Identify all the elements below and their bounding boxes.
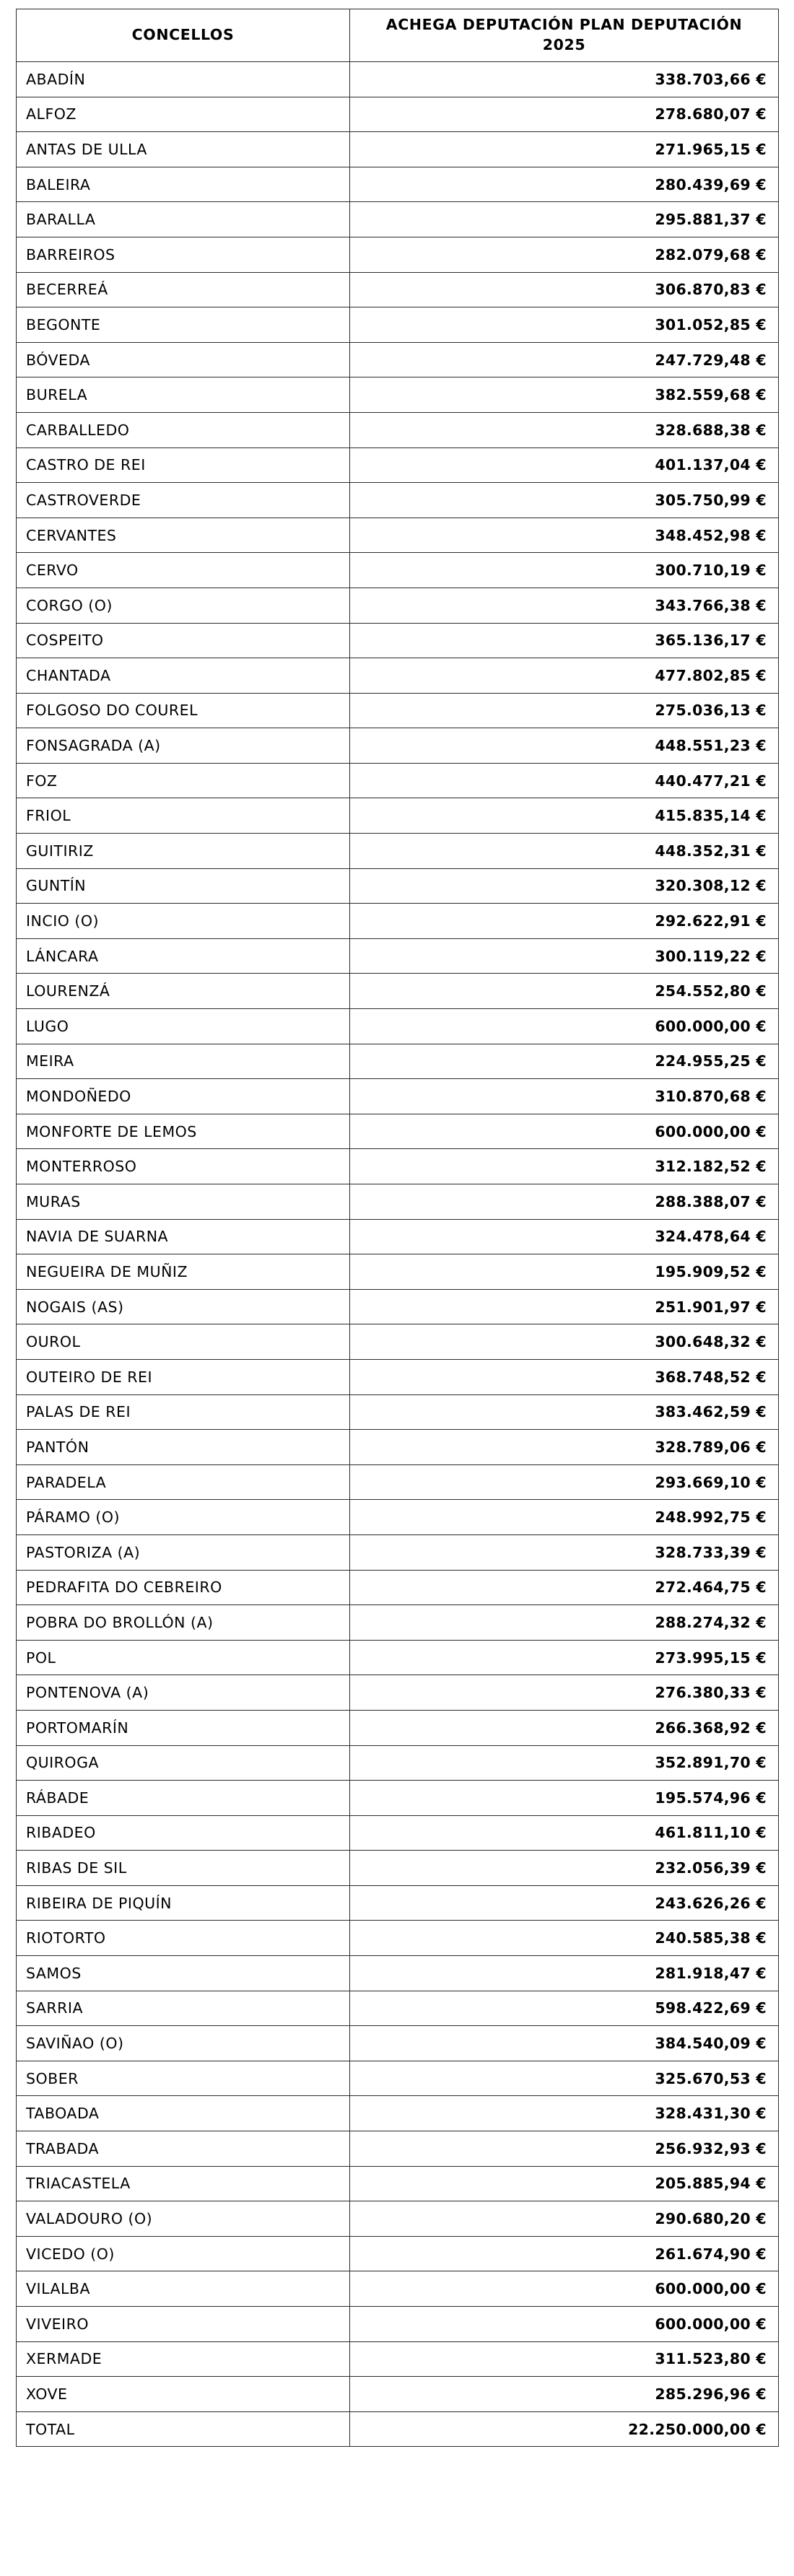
- table-row: [17, 307, 779, 343]
- column-header-achega: [350, 9, 779, 62]
- cell-achega: 382.559,68 €: [350, 377, 779, 413]
- cell-concello: LÁNCARA: [17, 938, 350, 974]
- table-row: [17, 1605, 779, 1641]
- cell-concello: RIOTORTO: [17, 1921, 350, 1956]
- table-row: [17, 763, 779, 798]
- table-row: [17, 2166, 779, 2201]
- cell-achega: 251.901,97 €: [350, 1289, 779, 1324]
- cell-concello: PASTORIZA (A): [17, 1534, 350, 1570]
- cell-achega: 365.136,17 €: [350, 623, 779, 658]
- cell-achega: 240.585,38 €: [350, 1921, 779, 1956]
- table-row: [17, 938, 779, 974]
- cell-concello: PÁRAMO (O): [17, 1500, 350, 1535]
- cell-achega: 271.965,15 €: [350, 132, 779, 167]
- table-row: [17, 1114, 779, 1149]
- cell-achega: 300.648,32 €: [350, 1324, 779, 1360]
- cell-achega: 266.368,92 €: [350, 1710, 779, 1745]
- table-row: [17, 2307, 779, 2342]
- table-row: [17, 693, 779, 728]
- cell-achega: 343.766,38 €: [350, 588, 779, 623]
- table-row: [17, 518, 779, 553]
- cell-concello: LUGO: [17, 1009, 350, 1044]
- cell-concello: LOURENZÁ: [17, 974, 350, 1009]
- table-row: [17, 1430, 779, 1465]
- table-row: [17, 2271, 779, 2307]
- cell-concello: BEGONTE: [17, 307, 350, 343]
- cell-achega: 205.885,94 €: [350, 2166, 779, 2201]
- cell-concello: RIBAS DE SIL: [17, 1851, 350, 1886]
- cell-concello: POL: [17, 1640, 350, 1675]
- cell-achega: 415.835,14 €: [350, 798, 779, 834]
- table-row: [17, 553, 779, 588]
- table-row: [17, 412, 779, 447]
- cell-achega: 261.674,90 €: [350, 2236, 779, 2271]
- cell-concello: PEDRAFITA DO CEBREIRO: [17, 1570, 350, 1605]
- cell-concello: BARREIROS: [17, 237, 350, 272]
- cell-concello: CHANTADA: [17, 658, 350, 694]
- cell-concello: MEIRA: [17, 1044, 350, 1079]
- table-row: [17, 1640, 779, 1675]
- cell-concello: CORGO (O): [17, 588, 350, 623]
- cell-concello: SAMOS: [17, 1956, 350, 1991]
- cell-achega: 224.955,25 €: [350, 1044, 779, 1079]
- column-header-concellos: CONCELLOS: [17, 9, 350, 62]
- cell-concello: CASTROVERDE: [17, 483, 350, 518]
- table-row: [17, 1394, 779, 1430]
- cell-achega: 256.932,93 €: [350, 2131, 779, 2167]
- cell-concello: CERVO: [17, 553, 350, 588]
- cell-concello: BÓVEDA: [17, 342, 350, 377]
- table-row: [17, 2096, 779, 2131]
- cell-achega: 328.733,39 €: [350, 1534, 779, 1570]
- table-row: [17, 62, 779, 97]
- cell-achega: 22.250.000,00 €: [350, 2411, 779, 2447]
- cell-achega: 320.308,12 €: [350, 868, 779, 904]
- cell-achega: 195.909,52 €: [350, 1254, 779, 1290]
- table-row: [17, 588, 779, 623]
- cell-achega: 247.729,48 €: [350, 342, 779, 377]
- table-row: [17, 1534, 779, 1570]
- table-row: [17, 1956, 779, 1991]
- cell-concello: CASTRO DE REI: [17, 447, 350, 483]
- table-row: [17, 1079, 779, 1114]
- table-row: [17, 2341, 779, 2377]
- table-row: [17, 1991, 779, 2026]
- table-row: [17, 272, 779, 307]
- cell-achega: 300.119,22 €: [350, 938, 779, 974]
- cell-achega: 338.703,66 €: [350, 62, 779, 97]
- cell-achega: 600.000,00 €: [350, 1114, 779, 1149]
- cell-concello: RÁBADE: [17, 1781, 350, 1816]
- cell-concello: FOZ: [17, 763, 350, 798]
- cell-achega: 301.052,85 €: [350, 307, 779, 343]
- cell-concello: FRIOL: [17, 798, 350, 834]
- cell-achega: 383.462,59 €: [350, 1394, 779, 1430]
- table-row: [17, 1219, 779, 1254]
- cell-concello: VICEDO (O): [17, 2236, 350, 2271]
- cell-concello: TABOADA: [17, 2096, 350, 2131]
- cell-achega: 232.056,39 €: [350, 1851, 779, 1886]
- table-row: [17, 658, 779, 694]
- table-row: [17, 1324, 779, 1360]
- cell-concello: POBRA DO BROLLÓN (A): [17, 1605, 350, 1641]
- table-row: [17, 1464, 779, 1500]
- cell-achega: 281.918,47 €: [350, 1956, 779, 1991]
- table-row: [17, 132, 779, 167]
- cell-concello: SOBER: [17, 2061, 350, 2096]
- cell-achega: 276.380,33 €: [350, 1675, 779, 1711]
- cell-concello: ANTAS DE ULLA: [17, 132, 350, 167]
- cell-concello: ABADÍN: [17, 62, 350, 97]
- cell-concello: NAVIA DE SUARNA: [17, 1219, 350, 1254]
- table-row: [17, 1851, 779, 1886]
- cell-achega: 325.670,53 €: [350, 2061, 779, 2096]
- table-row: [17, 1570, 779, 1605]
- table-row: [17, 2131, 779, 2167]
- cell-concello: MONFORTE DE LEMOS: [17, 1114, 350, 1149]
- cell-concello: PONTENOVA (A): [17, 1675, 350, 1711]
- cell-achega: 300.710,19 €: [350, 553, 779, 588]
- cell-concello: BALEIRA: [17, 167, 350, 202]
- cell-concello: PALAS DE REI: [17, 1394, 350, 1430]
- column-header-achega-line2: 2025: [542, 36, 586, 53]
- cell-concello: GUNTÍN: [17, 868, 350, 904]
- cell-achega: 280.439,69 €: [350, 167, 779, 202]
- table-row: [17, 1710, 779, 1745]
- table-row: [17, 904, 779, 939]
- cell-achega: 384.540,09 €: [350, 2026, 779, 2061]
- cell-achega: 243.626,26 €: [350, 1885, 779, 1921]
- cell-concello: CARBALLEDO: [17, 412, 350, 447]
- cell-achega: 352.891,70 €: [350, 1745, 779, 1781]
- cell-concello: RIBADEO: [17, 1815, 350, 1851]
- cell-concello: BARALLA: [17, 202, 350, 237]
- table-row: [17, 483, 779, 518]
- cell-concello: PARADELA: [17, 1464, 350, 1500]
- table-row: [17, 1359, 779, 1394]
- table-row: [17, 1500, 779, 1535]
- cell-concello: SARRIA: [17, 1991, 350, 2026]
- table-row: [17, 834, 779, 869]
- table-row: [17, 2026, 779, 2061]
- cell-concello: XERMADE: [17, 2341, 350, 2377]
- cell-concello: TRIACASTELA: [17, 2166, 350, 2201]
- table-row: [17, 974, 779, 1009]
- cell-concello: MONTERROSO: [17, 1149, 350, 1184]
- cell-concello: CERVANTES: [17, 518, 350, 553]
- table-row: [17, 1009, 779, 1044]
- cell-achega: 312.182,52 €: [350, 1149, 779, 1184]
- cell-concello: XOVE: [17, 2377, 350, 2412]
- table-row: [17, 1921, 779, 1956]
- cell-achega: 292.622,91 €: [350, 904, 779, 939]
- cell-concello: INCIO (O): [17, 904, 350, 939]
- cell-concello: MURAS: [17, 1184, 350, 1220]
- cell-concello: ALFOZ: [17, 97, 350, 132]
- cell-achega: 278.680,07 €: [350, 97, 779, 132]
- cell-achega: 324.478,64 €: [350, 1219, 779, 1254]
- cell-achega: 600.000,00 €: [350, 2271, 779, 2307]
- cell-concello: PANTÓN: [17, 1430, 350, 1465]
- header-row: [17, 9, 779, 62]
- table-row: [17, 167, 779, 202]
- table-row: [17, 2411, 779, 2447]
- cell-achega: 348.452,98 €: [350, 518, 779, 553]
- cell-concello: VALADOURO (O): [17, 2201, 350, 2237]
- cell-achega: 275.036,13 €: [350, 693, 779, 728]
- cell-achega: 368.748,52 €: [350, 1359, 779, 1394]
- cell-concello: COSPEITO: [17, 623, 350, 658]
- table-row: [17, 202, 779, 237]
- cell-concello: NEGUEIRA DE MUÑIZ: [17, 1254, 350, 1290]
- cell-achega: 293.669,10 €: [350, 1464, 779, 1500]
- cell-concello: RIBEIRA DE PIQUÍN: [17, 1885, 350, 1921]
- table-row: [17, 342, 779, 377]
- cell-concello: TOTAL: [17, 2411, 350, 2447]
- cell-achega: 328.789,06 €: [350, 1430, 779, 1465]
- cell-achega: 195.574,96 €: [350, 1781, 779, 1816]
- table-row: [17, 1149, 779, 1184]
- table-row: [17, 237, 779, 272]
- table-header: [17, 9, 779, 62]
- cell-concello: OUTEIRO DE REI: [17, 1359, 350, 1394]
- cell-concello: QUIROGA: [17, 1745, 350, 1781]
- table-row: [17, 1745, 779, 1781]
- cell-achega: 254.552,80 €: [350, 974, 779, 1009]
- cell-achega: 448.551,23 €: [350, 728, 779, 764]
- cell-achega: 328.431,30 €: [350, 2096, 779, 2131]
- cell-achega: 440.477,21 €: [350, 763, 779, 798]
- cell-concello: VIVEIRO: [17, 2307, 350, 2342]
- cell-achega: 282.079,68 €: [350, 237, 779, 272]
- table-row: [17, 1781, 779, 1816]
- cell-achega: 477.802,85 €: [350, 658, 779, 694]
- table-row: [17, 798, 779, 834]
- cell-achega: 248.992,75 €: [350, 1500, 779, 1535]
- cell-achega: 272.464,75 €: [350, 1570, 779, 1605]
- cell-concello: FOLGOSO DO COUREL: [17, 693, 350, 728]
- table-row: [17, 1044, 779, 1079]
- table-row: [17, 377, 779, 413]
- cell-achega: 290.680,20 €: [350, 2201, 779, 2237]
- table-body: [17, 62, 779, 2447]
- table-row: [17, 1184, 779, 1220]
- cell-achega: 295.881,37 €: [350, 202, 779, 237]
- table-row: [17, 1289, 779, 1324]
- cell-achega: 285.296,96 €: [350, 2377, 779, 2412]
- cell-concello: MONDOÑEDO: [17, 1079, 350, 1114]
- cell-achega: 306.870,83 €: [350, 272, 779, 307]
- table-row: [17, 728, 779, 764]
- grants-table: [16, 9, 779, 2447]
- table-row: [17, 868, 779, 904]
- table-row: [17, 447, 779, 483]
- cell-achega: 598.422,69 €: [350, 1991, 779, 2026]
- cell-concello: NOGAIS (AS): [17, 1289, 350, 1324]
- cell-achega: 461.811,10 €: [350, 1815, 779, 1851]
- cell-concello: PORTOMARÍN: [17, 1710, 350, 1745]
- column-header-achega-line1: ACHEGA DEPUTACIÓN PLAN DEPUTACIÓN: [385, 16, 743, 34]
- table-container: [16, 9, 778, 2447]
- cell-achega: 311.523,80 €: [350, 2341, 779, 2377]
- cell-achega: 401.137,04 €: [350, 447, 779, 483]
- table-row: [17, 1885, 779, 1921]
- table-row: [17, 2201, 779, 2237]
- cell-achega: 448.352,31 €: [350, 834, 779, 869]
- cell-achega: 600.000,00 €: [350, 2307, 779, 2342]
- cell-concello: GUITIRIZ: [17, 834, 350, 869]
- table-row: [17, 2377, 779, 2412]
- table-row: [17, 623, 779, 658]
- cell-achega: 310.870,68 €: [350, 1079, 779, 1114]
- cell-concello: FONSAGRADA (A): [17, 728, 350, 764]
- cell-concello: BECERREÁ: [17, 272, 350, 307]
- cell-achega: 600.000,00 €: [350, 1009, 779, 1044]
- cell-achega: 305.750,99 €: [350, 483, 779, 518]
- cell-concello: VILALBA: [17, 2271, 350, 2307]
- cell-concello: SAVIÑAO (O): [17, 2026, 350, 2061]
- table-row: [17, 2061, 779, 2096]
- cell-concello: BURELA: [17, 377, 350, 413]
- cell-concello: OUROL: [17, 1324, 350, 1360]
- table-row: [17, 2236, 779, 2271]
- table-row: [17, 1675, 779, 1711]
- cell-achega: 328.688,38 €: [350, 412, 779, 447]
- cell-concello: TRABADA: [17, 2131, 350, 2167]
- table-row: [17, 1815, 779, 1851]
- table-row: [17, 1254, 779, 1290]
- cell-achega: 288.388,07 €: [350, 1184, 779, 1220]
- cell-achega: 273.995,15 €: [350, 1640, 779, 1675]
- cell-achega: 288.274,32 €: [350, 1605, 779, 1641]
- table-row: [17, 97, 779, 132]
